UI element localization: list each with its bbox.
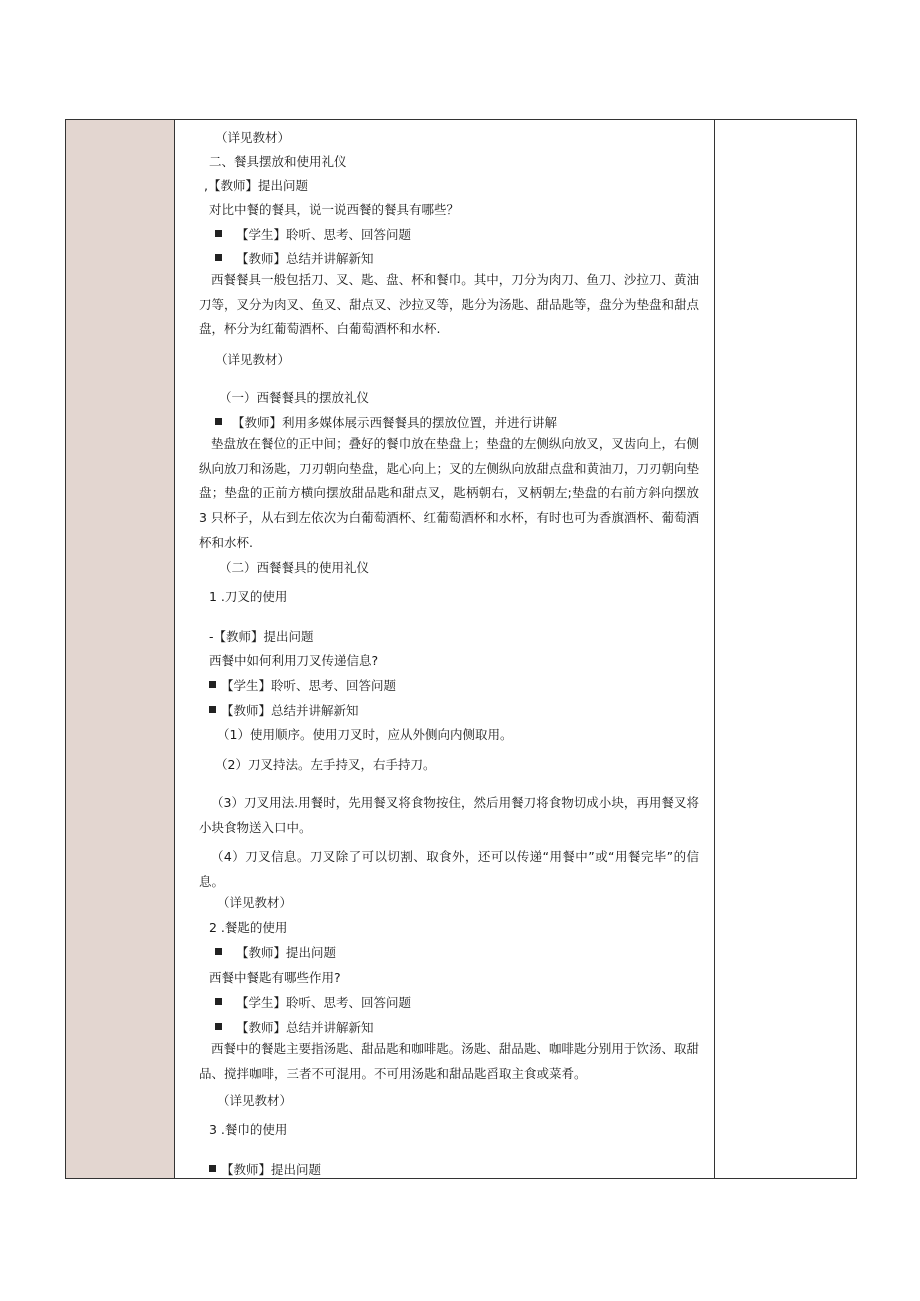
text-line: （详见教材） [217,895,293,910]
bullet-line [215,995,411,1011]
left-shaded-column [66,120,175,1178]
bullet-square-icon [209,1165,216,1172]
text-line: 西餐中如何利用刀叉传递信息? [209,653,379,668]
paragraph: 西餐餐具一般包括刀、叉、匙、盘、杯和餐巾。其中，刀分为肉刀、鱼刀、沙拉刀、黄油刀等，叉分为肉叉、鱼叉、甜点叉、沙拉叉等，匙分为汤匙、甜品匙等，盘分为垫盘和甜点盘，杯分为红葡萄酒杯、白葡萄酒杯和水杯. [199,272,700,337]
section-heading: （一）西餐餐具的摆放礼仪 [219,390,370,405]
bullet-line [209,1162,321,1178]
bullet-square-icon [215,1023,222,1030]
bullet-text: 【学生】聆听、思考、回答问题 [235,995,411,1010]
right-notes-column [714,120,856,1178]
bullet-line [209,678,396,694]
text-line: （1）使用顺序。使用刀叉时，应从外侧向内侧取用。 [217,727,513,742]
bullet-square-icon [209,681,216,688]
bullet-text: 【教师】提出问题 [220,1162,321,1177]
bullet-text: 【学生】聆听、思考、回答问题 [235,227,411,242]
text-line: （详见教材） [215,130,291,145]
bullet-text: 【教师】总结并讲解新知 [235,1020,374,1035]
subsection-heading: 3 .餐巾的使用 [209,1122,288,1137]
paragraph: 垫盘放在餐位的正中间；叠好的餐巾放在垫盘上；垫盘的左侧纵向放叉，叉齿向上，右侧纵向放刀和汤匙，刀刃朝向垫盘，匙心向上；叉的左侧纵向放甜点盘和黄油刀，刀刃朝向垫盘；垫盘的正前方横向摆放甜品匙和甜点叉，匙柄朝右，叉柄朝左;垫盘的右前方斜向摆放 3 只杯子，从右到左依次为白葡萄酒杯、红葡萄酒杯和水杯，有时也可为香旗酒杯、葡萄酒杯和水杯. [199,436,700,550]
bullet-line [215,1020,374,1036]
text-line: （详见教材） [215,352,291,367]
paragraph: （4）刀叉信息。刀叉除了可以切割、取食外，还可以传递“用餐中”或“用餐完毕”的信息。 [199,849,699,889]
paragraph: 西餐中的餐匙主要指汤匙、甜品匙和咖啡匙。汤匙、甜品匙、咖啡匙分别用于饮汤、取甜品、搅拌咖啡，三者不可混用。不可用汤匙和甜品匙舀取主食或菜肴。 [199,1041,699,1081]
bullet-text: 【教师】总结并讲解新知 [220,703,359,718]
bullet-text: 【教师】总结并讲解新知 [235,251,374,266]
bullet-square-icon [215,948,222,955]
bullet-text: 【学生】聆听、思考、回答问题 [220,678,396,693]
bullet-square-icon [215,254,222,261]
section-heading: （二）西餐餐具的使用礼仪 [219,560,370,575]
content-column [175,120,716,1178]
bullet-line [215,251,374,267]
bullet-line [215,227,411,243]
bullet-text: 【教师】利用多媒体展示西餐餐具的摆放位置，并进行讲解 [231,415,557,430]
text-line: ,【教师】提出问题 [204,178,308,193]
bullet-square-icon [215,998,222,1005]
lesson-table [65,119,857,1179]
bullet-square-icon [215,230,222,237]
bullet-square-icon [215,418,222,425]
text-line: 西餐中餐匙有哪些作用? [209,970,341,985]
bullet-text: 【教师】提出问题 [235,945,336,960]
subsection-heading: 2 .餐匙的使用 [209,920,288,935]
bullet-line [215,945,336,961]
text-line: -【教师】提出问题 [209,629,314,644]
subsection-heading: 1 .刀叉的使用 [209,589,288,604]
bullet-line [215,415,557,431]
section-heading: 二、餐具摆放和使用礼仪 [209,154,347,169]
bullet-square-icon [209,706,216,713]
text-line: 对比中餐的餐具，说一说西餐的餐具有哪些？ [209,202,460,217]
paragraph: （3）刀叉用法.用餐时，先用餐叉将食物按住，然后用餐刀将食物切成小块，再用餐叉将小块食物送入口中。 [199,795,699,835]
bullet-line [209,703,359,719]
text-line: （详见教材） [217,1093,293,1108]
text-line: （2）刀叉持法。左手持叉，右手持刀。 [215,757,436,772]
